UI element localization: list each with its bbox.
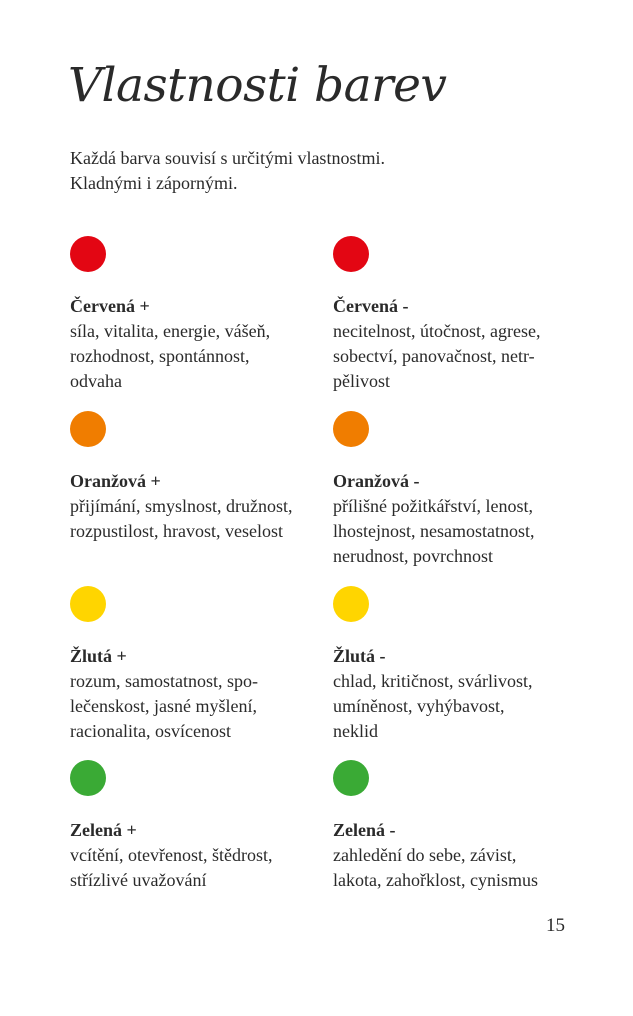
red-color-dot bbox=[70, 236, 106, 272]
description-line: sobectví, panovačnost, netr- bbox=[333, 346, 535, 366]
description-line: lhostejnost, nesamostatnost, bbox=[333, 521, 535, 541]
description-line: síla, vitalita, energie, vášeň, bbox=[70, 321, 271, 341]
color-item-description bbox=[70, 843, 272, 893]
color-item-title: Zelená - bbox=[333, 820, 396, 840]
description-line: rozhodnost, spontánnost, bbox=[70, 346, 250, 366]
description-line: chlad, kritičnost, svárlivost, bbox=[333, 671, 533, 691]
color-item-description bbox=[333, 669, 532, 744]
color-item-title: Žlutá - bbox=[333, 646, 386, 666]
color-item-description bbox=[70, 669, 258, 744]
description-line: odvaha bbox=[70, 371, 122, 391]
red-color-dot bbox=[333, 236, 369, 272]
color-item-title: Zelená + bbox=[70, 820, 137, 840]
color-item-description bbox=[333, 843, 538, 893]
intro-text bbox=[70, 146, 550, 196]
color-item-description bbox=[333, 319, 540, 394]
description-line: lakota, zahořklost, cynismus bbox=[333, 870, 538, 890]
yellow-color-dot bbox=[70, 586, 106, 622]
description-line: lečenskost, jasné myšlení, bbox=[70, 696, 257, 716]
description-line: racionalita, osvícenost bbox=[70, 721, 231, 741]
description-line: pělivost bbox=[333, 371, 390, 391]
green-color-dot bbox=[70, 760, 106, 796]
page-number: 15 bbox=[546, 915, 565, 936]
description-line: umíněnost, vyhýbavost, bbox=[333, 696, 505, 716]
color-item-title: Červená - bbox=[333, 296, 409, 316]
orange-color-dot bbox=[333, 411, 369, 447]
description-line: rozpustilost, hravost, veselost bbox=[70, 521, 283, 541]
color-item-title: Žlutá + bbox=[70, 646, 127, 666]
description-line: neklid bbox=[333, 721, 378, 741]
description-line: zahledění do sebe, závist, bbox=[333, 845, 517, 865]
page-title: Vlastnosti barev bbox=[68, 58, 447, 113]
color-item-description bbox=[333, 494, 535, 569]
intro-line: Kladnými i zápornými. bbox=[70, 173, 238, 193]
description-line: rozum, samostatnost, spo- bbox=[70, 671, 258, 691]
orange-color-dot bbox=[70, 411, 106, 447]
color-item-title: Oranžová - bbox=[333, 471, 420, 491]
description-line: vcítění, otevřenost, štědrost, bbox=[70, 845, 273, 865]
description-line: přijímání, smyslnost, družnost, bbox=[70, 496, 293, 516]
description-line: nerudnost, povrchnost bbox=[333, 546, 493, 566]
description-line: přílišné požitkářství, lenost, bbox=[333, 496, 533, 516]
description-line: necitelnost, útočnost, agrese, bbox=[333, 321, 541, 341]
color-item-title: Červená + bbox=[70, 296, 150, 316]
color-item-description bbox=[70, 319, 270, 394]
color-item-description bbox=[70, 494, 293, 544]
intro-line: Každá barva souvisí s určitými vlastnostmi. bbox=[70, 148, 385, 168]
green-color-dot bbox=[333, 760, 369, 796]
description-line: střízlivé uvažování bbox=[70, 870, 207, 890]
color-item-title: Oranžová + bbox=[70, 471, 161, 491]
yellow-color-dot bbox=[333, 586, 369, 622]
